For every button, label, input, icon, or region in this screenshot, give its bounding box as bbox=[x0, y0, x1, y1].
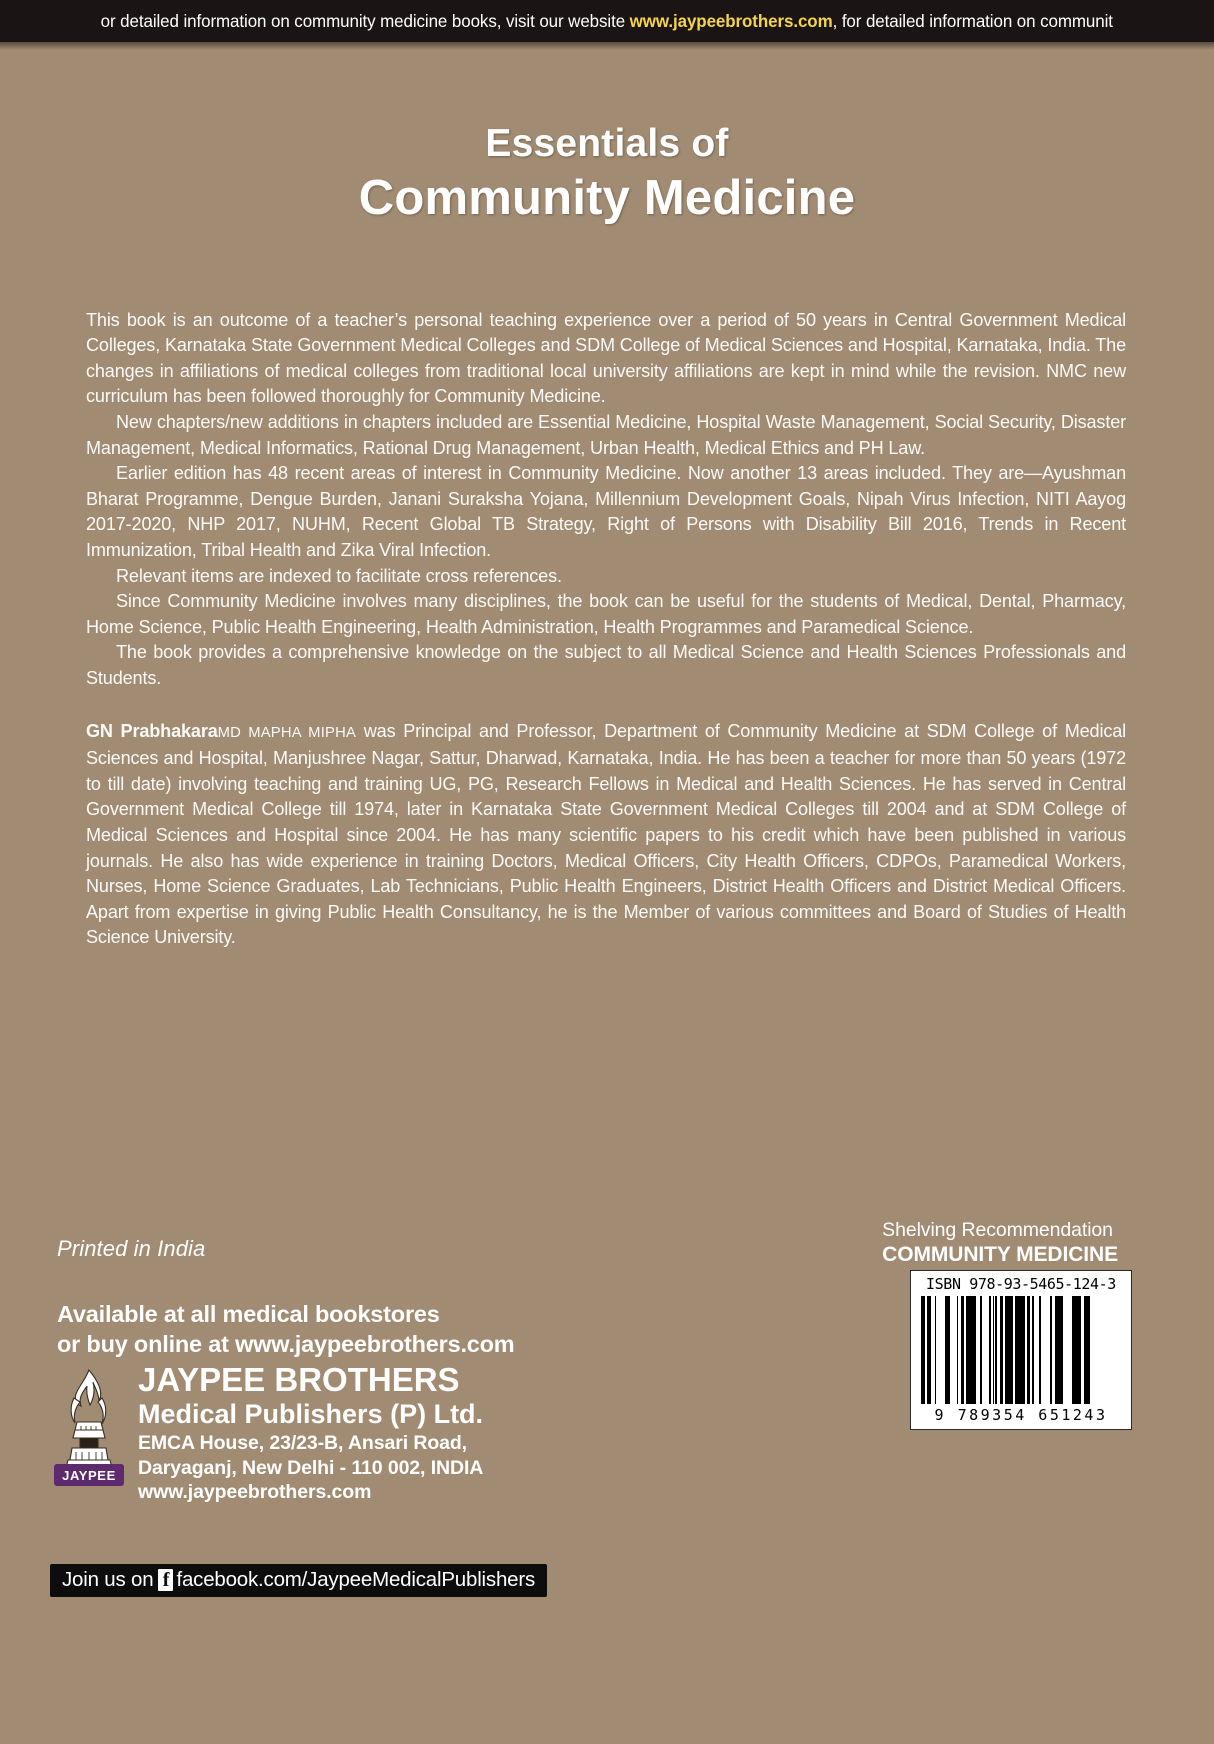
title-line-2: Community Medicine bbox=[358, 170, 856, 225]
availability-block bbox=[57, 1299, 515, 1359]
jaypee-torch-logo-icon bbox=[50, 1368, 128, 1486]
address-line-2: Daryaganj, New Delhi - 110 002, INDIA bbox=[138, 1456, 484, 1479]
author-name: GN Prabhakara bbox=[86, 720, 218, 741]
facebook-icon: f bbox=[158, 1569, 173, 1591]
publisher-details bbox=[138, 1362, 483, 1505]
book-title bbox=[0, 122, 1214, 228]
availability-line-2: or buy online at www.jaypeebrothers.com bbox=[57, 1331, 515, 1357]
address-line-1: EMCA House, 23/23-B, Ansari Road, bbox=[138, 1432, 468, 1454]
footer-region bbox=[0, 1204, 1214, 1744]
publisher-block bbox=[50, 1362, 483, 1505]
facebook-join-bar[interactable] bbox=[50, 1564, 547, 1597]
description-paragraph-1: This book is an outcome of a teacher’s personal teaching experience over a period of 50 years in Central Government Medical Colleges, Karnataka State Government Medical Colleges and SDM College of Medical Sciences and Hospital, Karnataka, India. The changes in affiliations of medical colleges from traditional local university affiliations are kept in mind while the revision. NMC new curriculum has been followed thoroughly for Community Medicine. bbox=[86, 309, 1126, 407]
description-paragraph-2: New chapters/new additions in chapters included are Essential Medicine, Hospital Waste Management, Social Security, Disaster Management, Medical Informatics, Rational Drug Management, Urban Health, Medical Ethics and PH Law. bbox=[86, 412, 1126, 458]
description-paragraph-5: Since Community Medicine involves many disciplines, the book can be useful for the students of Medical, Dental, Pharmacy, Home Science, Public Health Engineering, Health Administration, Health Programmes and Paramedical Science. bbox=[86, 591, 1126, 637]
facebook-handle[interactable]: facebook.com/JaypeeMedicalPublishers bbox=[176, 1568, 536, 1591]
publisher-name: JAYPEE BROTHERS bbox=[138, 1361, 460, 1398]
publisher-address bbox=[138, 1431, 483, 1505]
author-bio-paragraph bbox=[86, 719, 1126, 951]
author-bio-text: was Principal and Professor, Department of Community Medicine at SDM College of Medical Sciences and Hospital, Manjushree Nagar, Sattur, Dharwad, Karnataka, India. He has been a teacher for more than 50 years (1972 to till date) involving teaching and training UG, PG, Research Fellows in Medical and Health Sciences. He has served in Central Government Medical College till 1974, later in Karnataka State Government Medical Colleges till 2004 and at SDM College of Medical Sciences and Hospital since 2004. He has many scientific papers to his credit which have been published in various journals. He also has wide experience in training Doctors, Medical Officers, City Health Officers, CDPOs, Paramedical Workers, Nurses, Home Science Graduates, Lab Technicians, Public Health Engineers, District Health Officers and District Medical Officers. Apart from expertise in giving Public Health Consultancy, he is the Member of various committees and Board of Studies of Health Science University. bbox=[86, 720, 1126, 948]
publisher-subtitle: Medical Publishers (P) Ltd. bbox=[138, 1399, 484, 1429]
title-line-1: Essentials of bbox=[485, 122, 729, 165]
publisher-website[interactable]: www.jaypeebrothers.com bbox=[138, 1481, 372, 1503]
barcode-bars bbox=[917, 1296, 1125, 1404]
promo-banner bbox=[0, 0, 1214, 42]
book-description bbox=[86, 228, 1126, 692]
description-paragraph-3: Earlier edition has 48 recent areas of interest in Community Medicine. Now another 13 areas included. They are—Ayushman Bharat Programme, Dengue Burden, Janani Suraksha Yojana, Millennium Development Goals, Nipah Virus Infection, NITI Aayog 2017-2020, NHP 2017, NUHM, Recent Global TB Strategy, Right of Persons with Disability Bill 2016, Trends in Recent Immunization, Tribal Health and Zika Viral Infection. bbox=[86, 463, 1126, 560]
banner-shadow-divider bbox=[0, 42, 1214, 50]
author-degrees: MD MAPHA MIPHA bbox=[217, 724, 357, 741]
availability-line-1: Available at all medical bookstores bbox=[57, 1301, 440, 1327]
printed-in-label: Printed in India bbox=[57, 1236, 206, 1261]
join-prefix-label: Join us on bbox=[62, 1568, 154, 1591]
promo-website-link[interactable]: www.jaypeebrothers.com bbox=[629, 10, 833, 31]
ean-number: 9 789354 651243 bbox=[934, 1406, 1108, 1424]
description-paragraph-4: Relevant items are indexed to facilitate cross references. bbox=[116, 565, 562, 586]
isbn-number: ISBN 978-93-5465-124-3 bbox=[926, 1275, 1116, 1293]
shelving-category: COMMUNITY MEDICINE bbox=[882, 1243, 1118, 1266]
author-biography bbox=[86, 692, 1126, 951]
jaypee-logo-badge: JAYPEE bbox=[54, 1464, 124, 1486]
promo-text-after: , for detailed information on communit bbox=[832, 10, 1114, 31]
promo-text-before: or detailed information on community medicine books, visit our website bbox=[100, 10, 630, 31]
description-paragraph-6: The book provides a comprehensive knowledge on the subject to all Medical Science and Health Sciences Professionals and Students. bbox=[86, 642, 1126, 688]
promo-banner-text bbox=[101, 11, 1113, 32]
shelving-label: Shelving Recommendation bbox=[882, 1219, 1113, 1241]
isbn-barcode-block bbox=[910, 1270, 1132, 1430]
shelving-recommendation bbox=[882, 1218, 1118, 1267]
